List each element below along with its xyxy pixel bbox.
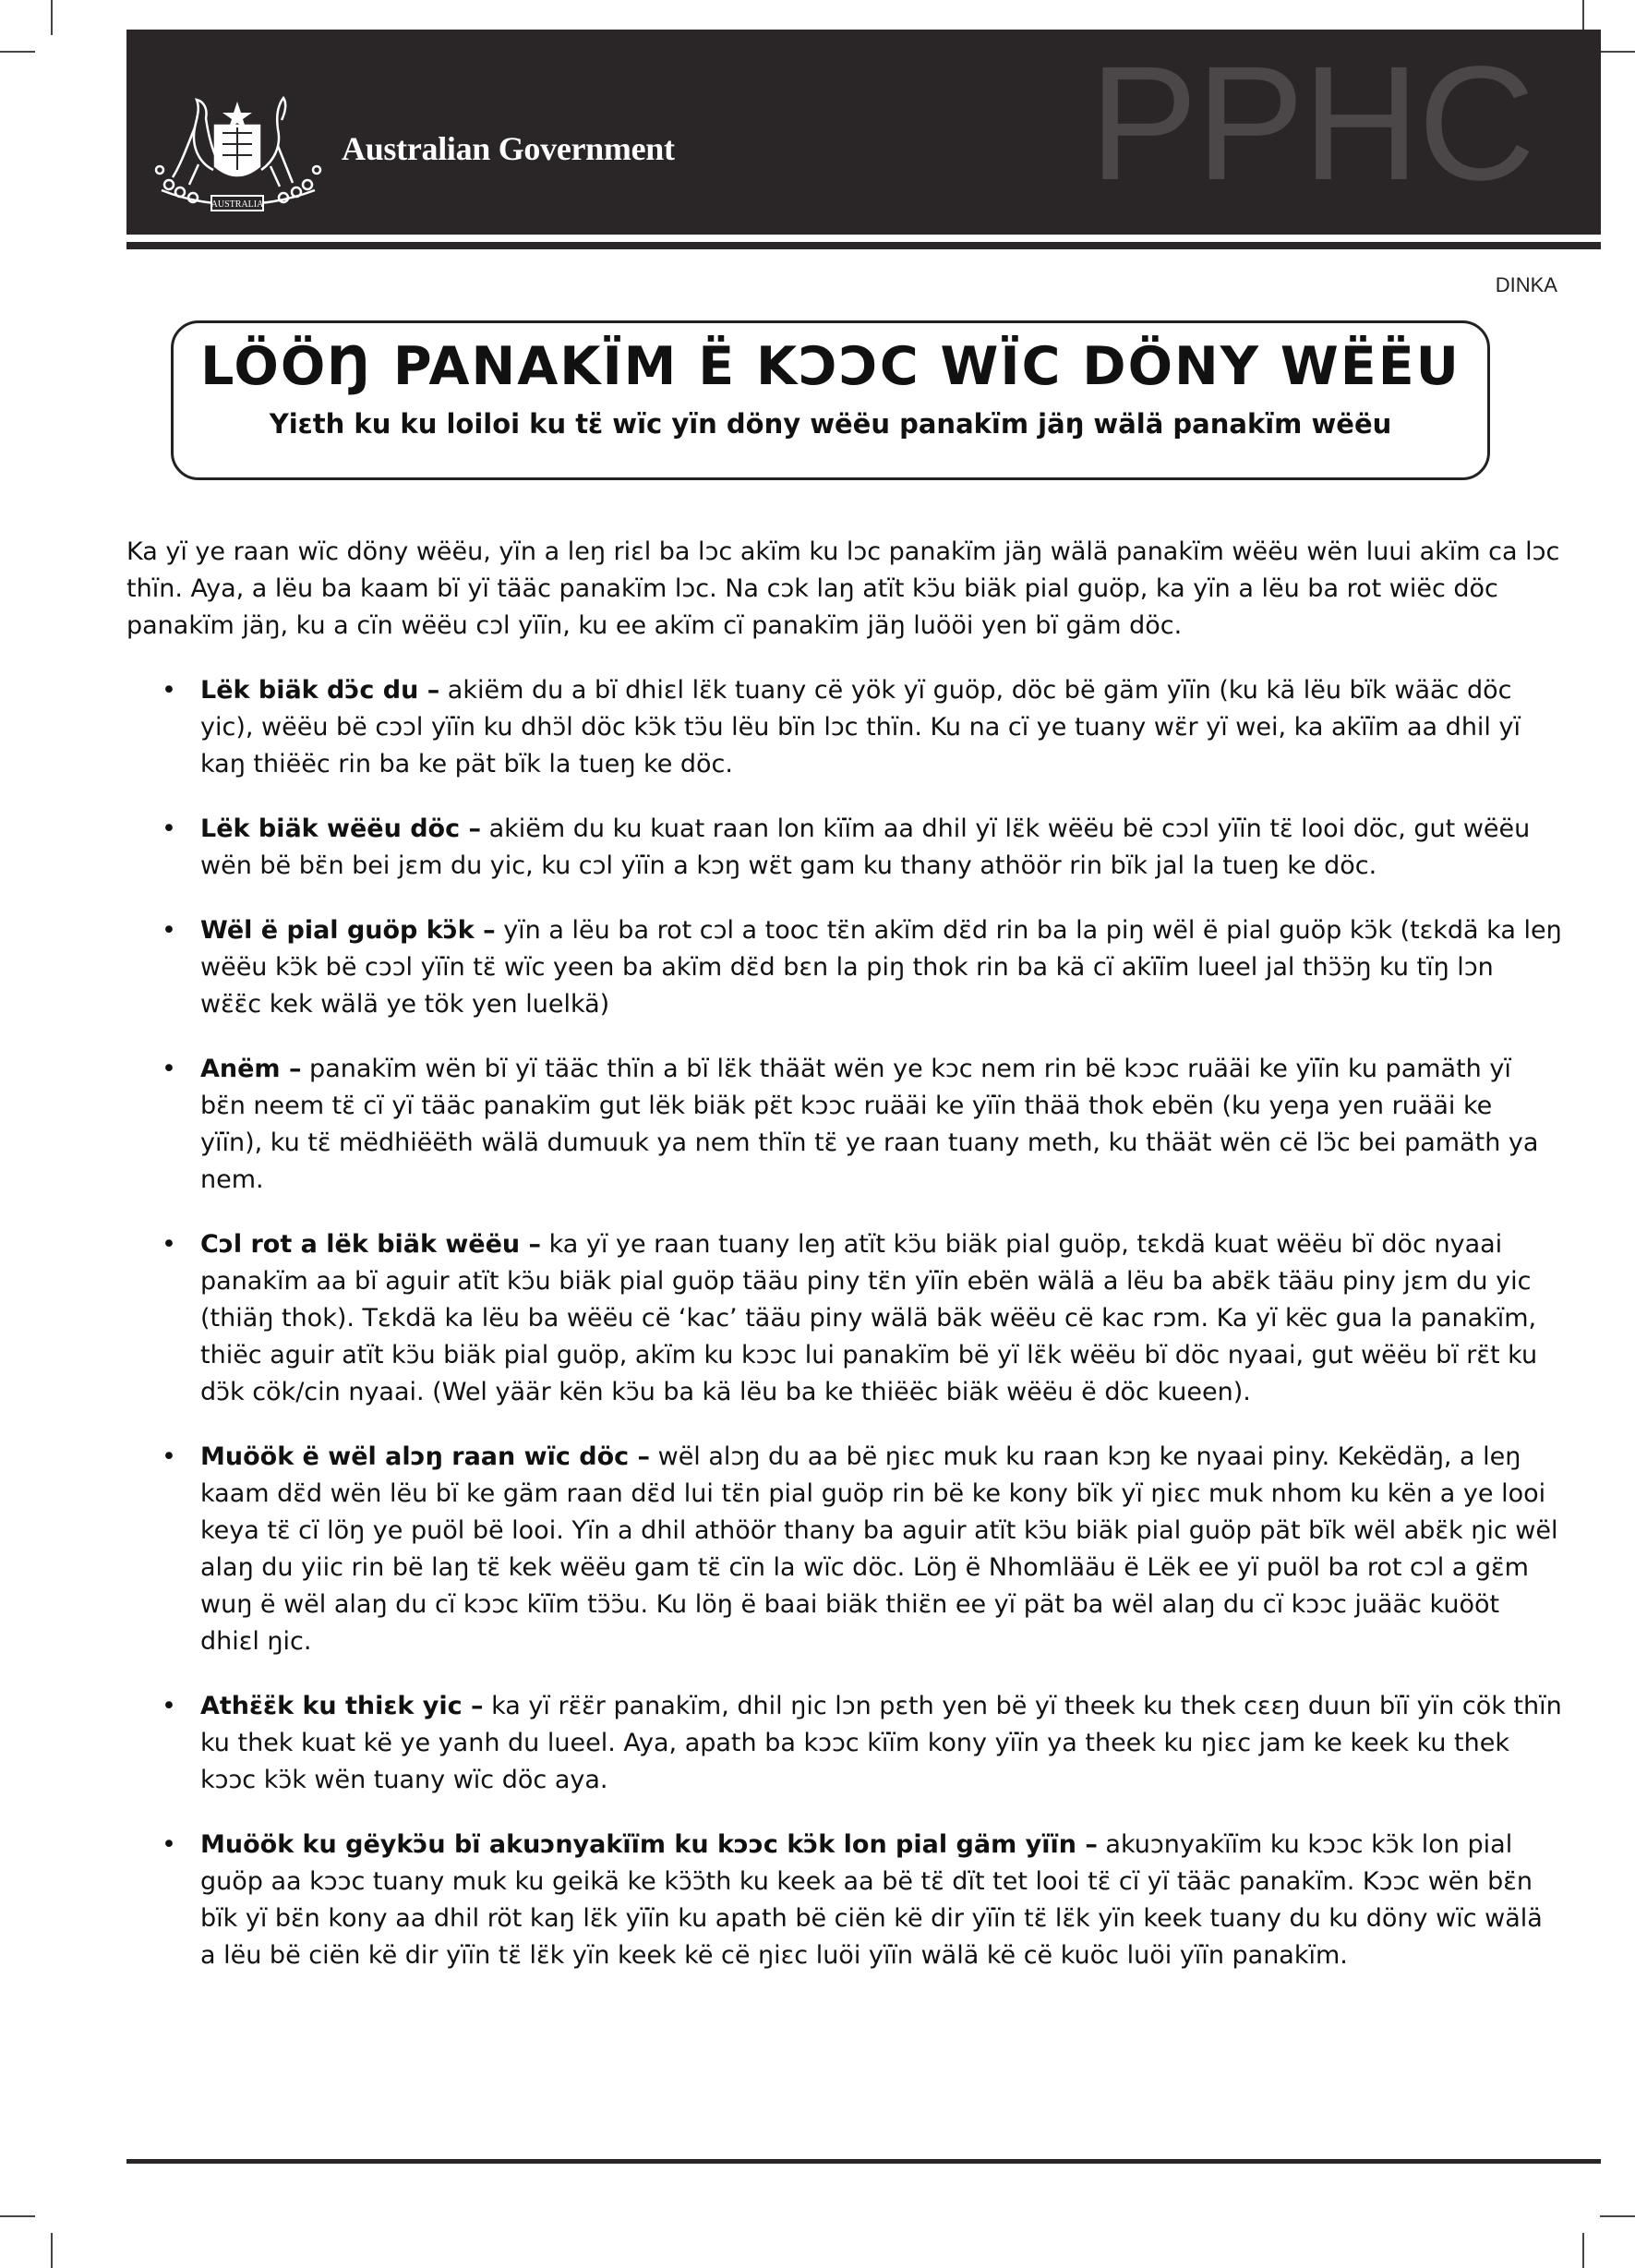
list-item-term: Lëk biäk wëëu döc – bbox=[200, 814, 482, 843]
crop-mark bbox=[0, 51, 35, 53]
document-body bbox=[126, 534, 1562, 2002]
list-item bbox=[126, 672, 1562, 783]
list-item bbox=[126, 811, 1562, 885]
crop-mark bbox=[0, 2215, 35, 2217]
list-item-term: Lëk biäk dɔ̈c du – bbox=[200, 676, 440, 705]
list-item-text: akiëm du ku kuat raan lon kïïm aa dhil yï lɛ̈k wëëu bë cɔɔl yïïn tɛ̈ looi döc, gut wëëu wën bë bɛ̈n bei jɛm du yic, ku cɔl yïïn a kɔŋ wɛ̈t gam ku thany athöör rin bïk jal la tueŋ ke döc. bbox=[200, 814, 1531, 880]
crop-mark bbox=[51, 2233, 53, 2268]
header-rule bbox=[126, 242, 1601, 249]
title-box bbox=[171, 320, 1490, 480]
list-item bbox=[126, 1827, 1562, 1974]
bullet-icon: • bbox=[162, 676, 176, 705]
intro-paragraph: Ka yï ye raan wïc döny wëëu, yïn a leŋ riɛl ba lɔc akïm ku lɔc panakïm jäŋ wälä panakïm wëëu wën luui akïm ca lɔc thïn. Aya, a lëu ba kaam bï yï tääc panakïm lɔc. Na cɔk laŋ atït kɔ̈u biäk pial guöp, ka yïn a lëu ba rot wiëc döc panakïm jäŋ, ku a cïn wëëu cɔl yïïn, ku ee akïm cï panakïm jäŋ luööi yen bï gäm döc. bbox=[126, 537, 1560, 640]
list-item-term: Athɛ̈ɛ̈k ku thiɛk yic – bbox=[200, 1692, 484, 1720]
page-title: LÖÖŊ PANAKÏM Ë KƆƆC WÏC DÖNY WËËU bbox=[200, 336, 1461, 397]
list-item-term: Muöök ku gëykɔ̈u bï akuɔnyakïïm ku kɔɔc kɔ̈k lon pial gäm yïïn – bbox=[200, 1830, 1098, 1859]
list-item-text: panakïm wën bï yï tääc thïn a bï lɛ̈k thäät wën ye kɔc nem rin bë kɔɔc ruääi ke yïïn ku pamäth yï bɛ̈n neem tɛ̈ cï yï tääc panakïm gut lëk biäk pɛ̈t kɔɔc ruääi ke yïïn thää thok ebën (ku yeŋa yen ruääi ke yïïn), ku tɛ̈ mëdhiëëth wälä dumuuk ya nem thïn tɛ̈ ye raan tuany meth, ku thäät wën cë lɔ̈c bei pamäth ya nem. bbox=[200, 1055, 1539, 1194]
list-item-term: Wël ë pial guöp kɔ̈k – bbox=[200, 916, 496, 945]
crest-motto: AUSTRALIA bbox=[210, 199, 264, 210]
list-item-term: Cɔl rot a lëk biäk wëëu – bbox=[200, 1230, 542, 1259]
list-item-text: yïn a lëu ba rot cɔl a tooc tɛ̈n akïm dɛ̈d rin ba la piŋ wël ë pial guöp kɔ̈k (tɛkdä ka leŋ wëëu kɔ̈k bë cɔɔl yïïn tɛ̈ wïc yeen ba akïm dɛ̈d bɛn la piŋ thok rin ba kä cï akïïm lueel jal thɔ̈ɔ̈ŋ ku tïŋ lɔn wɛ̈ɛ̈c kek wälä ye tök yen luelkä) bbox=[200, 916, 1562, 1019]
crop-mark bbox=[1600, 51, 1635, 53]
list-item-term: Anëm – bbox=[200, 1055, 302, 1083]
rights-list bbox=[126, 672, 1562, 1974]
language-label: DINKA bbox=[1495, 273, 1557, 296]
list-item-text: wël alɔŋ du aa bë ŋiɛc muk ku raan kɔŋ ke nyaai piny. Kekëdäŋ, a leŋ kaam dɛ̈d wën lëu bï ke gäm raan dɛ̈d lui tɛ̈n pial guöp rin bë ke kony bïk yï ŋiɛc muk nhom ku kën a ye looi keya tɛ̈ cï löŋ ye puöl bë looi. Yïn a dhil athöör thany ba aguir atït kɔ̈u biäk pial guöp pät bïk wël abɛ̈k ŋic wël alaŋ du yiic rin bë laŋ tɛ̈ kek wëëu gam tɛ̈ cïn la wïc döc. Löŋ ë Nhomlääu ë Lëk ee yï puöl ba rot cɔl a gɛ̈m wuŋ ë wël alaŋ du cï kɔɔc kïïm tɔ̈ɔ̈u. Ku löŋ ë baai biäk thiɛ̈n ee yï pät ba wël alaŋ du cï kɔɔc juääc kuööt dhiɛl ŋic. bbox=[200, 1442, 1558, 1656]
list-item bbox=[126, 1439, 1562, 1660]
bullet-icon: • bbox=[162, 1830, 176, 1859]
bullet-icon: • bbox=[162, 814, 176, 843]
crop-mark bbox=[1600, 2215, 1635, 2217]
bullet-icon: • bbox=[162, 1055, 176, 1083]
program-code: PPHC bbox=[1089, 33, 1533, 214]
list-item bbox=[126, 1226, 1562, 1411]
bullet-icon: • bbox=[162, 1230, 176, 1259]
government-name: Australian Government bbox=[342, 130, 675, 167]
bullet-icon: • bbox=[162, 916, 176, 945]
crop-mark bbox=[51, 0, 53, 35]
list-item-term: Muöök ë wël alɔŋ raan wïc döc – bbox=[200, 1442, 651, 1471]
list-item-text: akiëm du a bï dhiɛl lɛ̈k tuany cë yök yï guöp, döc bë gäm yïïn (ku kä lëu bïk wääc döc yic), wëëu bë cɔɔl yïïn ku dhɔ̈l döc kɔ̈k tɔ̈u lëu bïn lɔc thïn. Ku na cï ye tuany wɛ̈r yï wei, ka akïïm aa dhil yï kaŋ thiëëc rin ba ke pät bïk la tueŋ ke döc. bbox=[200, 676, 1521, 778]
bullet-icon: • bbox=[162, 1692, 176, 1720]
list-item bbox=[126, 1051, 1562, 1199]
footer-rule bbox=[126, 2159, 1601, 2164]
page-subtitle: Yiɛth ku ku loiloi ku tɛ̈ wïc yïn döny wëëu panakïm jäŋ wälä panakïm wëëu bbox=[269, 408, 1392, 440]
list-item bbox=[126, 912, 1562, 1023]
list-item-text: ka yï rɛ̈ɛ̈r panakïm, dhil ŋic lɔn pɛth yen bë yï theek ku thek cɛɛŋ duun bïï yïn cök thïn ku thek kuat kë ye yanh du lueel. Aya, apath ba kɔɔc kïïm kony yïïn ya theek ku ŋiɛc jam ke keek ku thek kɔɔc kɔ̈k wën tuany wïc döc aya. bbox=[200, 1692, 1562, 1794]
list-item-text: ka yï ye raan tuany leŋ atït kɔ̈u biäk pial guöp, tɛkdä kuat wëëu bï döc nyaai panakïm aa bï aguir atït kɔ̈u biäk pial guöp tääu piny tɛ̈n yïïn ebën wälä a lëu ba abɛ̈k tääu piny jɛm du yic (thiäŋ thok). Tɛkdä ka lëu ba wëëu cë ‘kac’ tääu piny wälä bäk wëëu cë kac rɔm. Ka yï këc gua la panakïm, thiëc aguir atït kɔ̈u biäk pial guöp, akïm ku kɔɔc lui panakïm bë yï lɛ̈k wëëu bï döc nyaai, gut wëëu bï rɛ̈t ku dɔ̈k cök/cin nyaai. (Wel yäär kën kɔ̈u ba kä lëu ba ke thiëëc biäk wëëu ë döc kueen). bbox=[200, 1230, 1538, 1406]
crop-mark bbox=[1582, 2233, 1584, 2268]
list-item-text: akuɔnyakïïm ku kɔɔc kɔ̈k lon pial guöp aa kɔɔc tuany muk ku geikä ke kɔ̈ɔ̈th ku keek aa bë tɛ̈ dït tet looi tɛ̈ cï yï tääc panakïm. Kɔɔc wën bɛ̈n bïk yï bɛ̈n kony aa dhil röt kaŋ lɛ̈k yïïn ku apath bë ciën kë dir yïïn tɛ̈ lɛ̈k yïn keek tuany du ku döny wïc wälä a lëu bë ciën kë dir yïïn tɛ̈ lɛ̈k yïn keek kë cë ŋiɛc luöi yïïn wälä kë cë kuöc luöi yïïn panakïm. bbox=[200, 1830, 1543, 1970]
list-item bbox=[126, 1688, 1562, 1799]
bullet-icon: • bbox=[162, 1442, 176, 1471]
coat-of-arms-logo bbox=[143, 81, 332, 220]
